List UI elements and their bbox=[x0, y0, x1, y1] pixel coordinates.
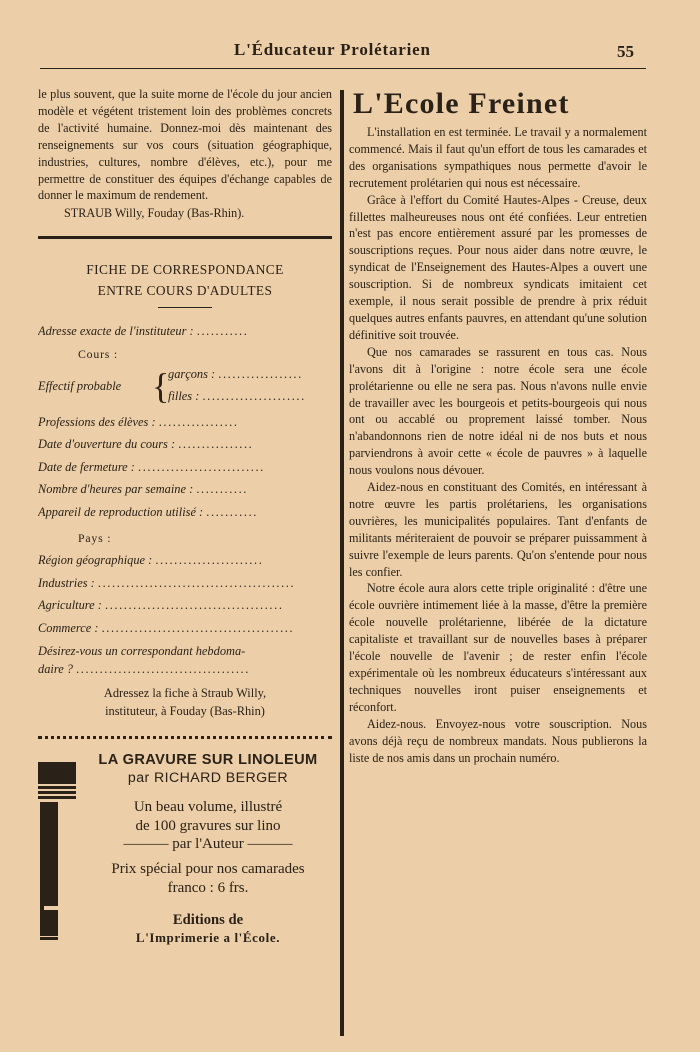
decorative-bars-icon bbox=[38, 762, 76, 940]
field-label: Appareil de reproduction utilisé : bbox=[38, 504, 204, 519]
field-appareil: Appareil de reproduction utilisé : ........... bbox=[38, 504, 258, 519]
ad-publisher: L'Imprimerie a l'École. bbox=[135, 929, 281, 945]
field-label: Nombre d'heures par semaine : bbox=[38, 482, 194, 497]
article-paragraph: Aidez-nous. Envoyez-nous votre souscription. Nous avons déjà reçu de nombreux mandats. Nous publierons la liste de nos amis dans un prochain numéro. bbox=[349, 716, 647, 765]
advertisement-text bbox=[82, 750, 334, 946]
effectif-label: Effectif probable bbox=[38, 378, 122, 393]
field-professions: Professions des élèves : ................. bbox=[38, 414, 239, 429]
ad-title: LA GRAVURE SUR LINOLEUM bbox=[98, 752, 318, 769]
desirez-line2: daire ? bbox=[38, 662, 73, 677]
pays-label: Pays : bbox=[78, 531, 112, 546]
ad-price-line2: franco : 6 frs. bbox=[167, 879, 249, 896]
cours-label: Cours : bbox=[78, 346, 119, 361]
field-agriculture: Agriculture : ...................................... bbox=[38, 598, 284, 613]
article-paragraph: Que nos camarades se rassurent en tous cas. Nous l'avons dit à l'origine : notre école sera une école prolétarienne ou elle ne sera pas. Nous n'avons nulle envie de travailler avec les bourgeois et petits-bourgeois qui nous ont ou accablé ou proprement laissé tomber. Nous n'abandonnons rien de notre idéal ni de nos buts et nous parviendrons à avoir cette « école de pauvres » à laquelle nous voulons nous dévouer. bbox=[349, 344, 647, 478]
ad-price-line1: Prix spécial pour nos camarades bbox=[111, 860, 305, 877]
brace-symbol: { bbox=[152, 365, 170, 406]
field-effectif bbox=[38, 365, 332, 411]
ad-editions: Editions de bbox=[172, 911, 244, 928]
dotted-rule bbox=[38, 736, 332, 742]
field-region: Région géographique : ....................... bbox=[38, 553, 264, 568]
ad-line3: ——— par l'Auteur ——— bbox=[123, 836, 293, 853]
column-divider bbox=[340, 90, 344, 1036]
field-label: Adresse exacte de l'instituteur : bbox=[38, 324, 194, 339]
fiche-address bbox=[38, 684, 332, 720]
field-label: garçons : bbox=[168, 366, 216, 381]
field-ouverture: Date d'ouverture du cours : ................ bbox=[38, 437, 254, 452]
ad-line3-text: par l'Auteur bbox=[172, 836, 244, 853]
page-number: 55 bbox=[617, 42, 634, 61]
fiche-title-divider bbox=[158, 307, 212, 308]
letter-signature: STRAUB Willy, Fouday (Bas-Rhin). bbox=[64, 206, 245, 221]
field-filles: filles : ...................... bbox=[168, 388, 306, 403]
field-label: Date d'ouverture du cours : bbox=[38, 437, 176, 452]
field-commerce: Commerce : ......................................... bbox=[38, 620, 295, 635]
field-label: Commerce : bbox=[38, 620, 99, 635]
letter-paragraph: le plus souvent, que la suite morne de l'école du jour ancien modèle et végétent tristement loin des problèmes concrets de l'activité humaine. Donnez-moi dès maintenant des renseignements sur vos cours (situation géographique, industries, cultures, nombre d'élèves, etc.), pour me permettre de constituer des équipes d'échange capables de donner le maximum de rendement. bbox=[38, 87, 332, 203]
running-title: L'Éducateur Prolétarien bbox=[234, 40, 431, 59]
ad-line1: Un beau volume, illustré bbox=[133, 799, 283, 816]
left-column bbox=[38, 86, 332, 966]
article-paragraph: Notre école aura alors cette triple originalité : d'être une école ouvrière intimement liée à la masse, d'être la première école nouvelle prolétarienne, libérée de la dictature capitaliste et travaillant sur de nouvelles bases à préparer l'école nouvelle de l'avenir ; de rester enfin l'école expérimentale où les nombreux éducateurs s'intéressant aux techniques nouvelles iront puiser enseignements et réconfort. bbox=[349, 581, 647, 714]
field-label: filles : bbox=[168, 388, 200, 403]
field-label: Agriculture : bbox=[38, 598, 102, 613]
address-line1: Adressez la fiche à Straub Willy, bbox=[103, 686, 267, 701]
address-line2: instituteur, à Fouday (Bas-Rhin) bbox=[105, 704, 265, 719]
ad-author: par RICHARD BERGER bbox=[127, 770, 289, 787]
desirez-line1: Désirez-vous un correspondant hebdoma- bbox=[38, 644, 246, 659]
article-paragraph: L'installation en est terminée. Le travail y a normalement commencé. Mais il faut qu'un effort de tous les camarades et des organisations sympathiques nous permette d'avoir le recrutement prolétarien qui nous est nécessaire. bbox=[349, 125, 647, 190]
field-desirez: Désirez-vous un correspondant hebdoma- daire ? ..................................... bbox=[38, 642, 332, 678]
fiche-title bbox=[38, 259, 332, 301]
field-label: Région géographique : bbox=[38, 553, 153, 568]
field-industries: Industries : .......................................... bbox=[38, 575, 296, 590]
article-title: L'Ecole Freinet bbox=[353, 87, 570, 120]
fiche-title-line2: ENTRE COURS D'ADULTES bbox=[97, 283, 273, 299]
fiche-title-line1: FICHE DE CORRESPONDANCE bbox=[86, 262, 284, 278]
field-label: Professions des élèves : bbox=[38, 414, 156, 429]
section-rule bbox=[38, 236, 332, 239]
field-address: Adresse exacte de l'instituteur : ........... bbox=[38, 324, 249, 339]
right-column bbox=[349, 86, 647, 766]
ad-line2: de 100 gravures sur lino bbox=[135, 817, 281, 834]
advertisement bbox=[38, 750, 332, 966]
field-fermeture: Date de fermeture : ........................... bbox=[38, 459, 265, 474]
field-garcons: garçons : .................. bbox=[168, 366, 303, 381]
article-paragraph: Aidez-nous en constituant des Comités, en intéressant à notre œuvre les partis prolétariens, les organisations ouvrières, les municipalités populaires. Tant d'enfants de militants mériteraient de pouvoir se préparer puissamment à suivre l'exemple de leurs parents. Qu'on s'entende pour nous les confier. bbox=[349, 480, 647, 579]
field-label: Date de fermeture : bbox=[38, 459, 135, 474]
field-heures: Nombre d'heures par semaine : ........... bbox=[38, 482, 249, 497]
article-paragraph: Grâce à l'effort du Comité Hautes-Alpes - Creuse, deux fillettes malheureuses nous ont été confiées. Leur entretien n'est pas encore entièrement assuré par les promesses de souscriptions reçues. Pour nous aider dans notre œuvre, le syndicat de l'Enseignement des Hautes-Alpes a ouvert une souscription. Si de nombreux syndicats imitaient cet exemple, il nous serait possible de prendre à prix réduit quelques autres enfants pauvres, en attendant qu'une solution définitive soit trouvée. bbox=[349, 192, 647, 342]
page-header bbox=[40, 38, 646, 69]
field-label: Industries : bbox=[38, 575, 95, 590]
